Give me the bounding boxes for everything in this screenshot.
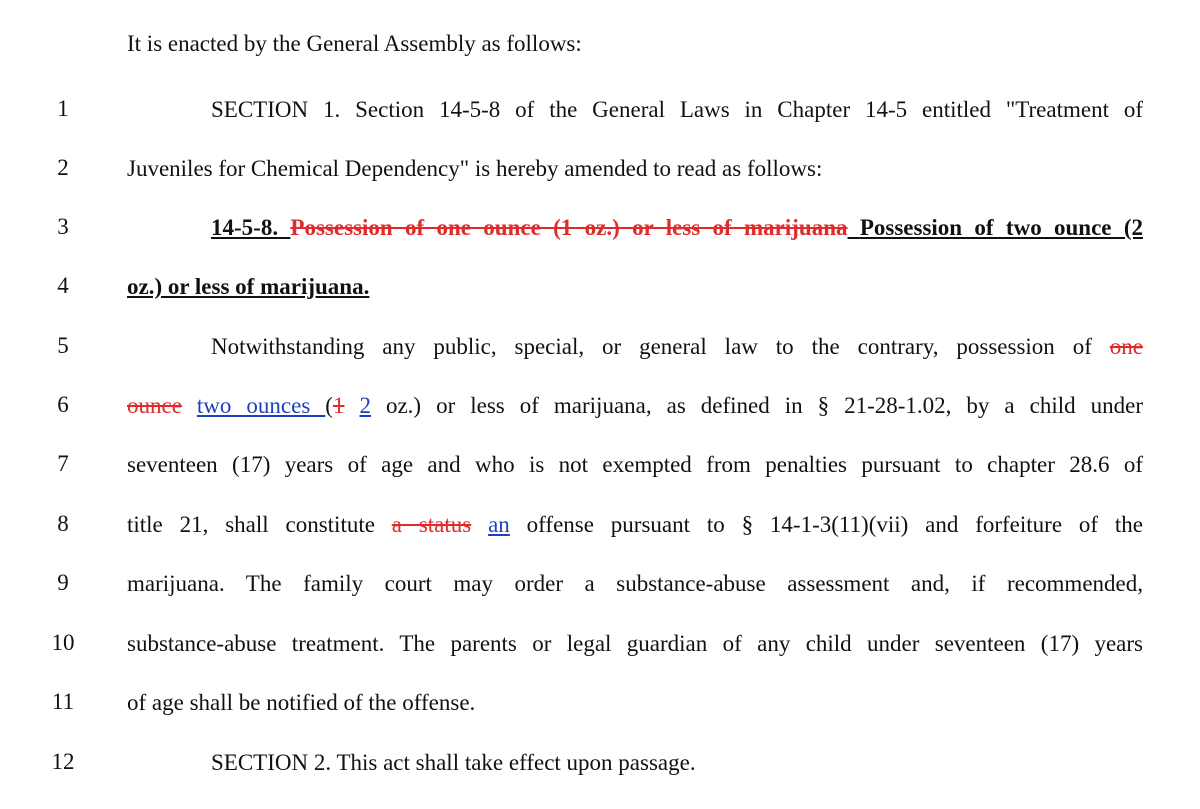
text-run bbox=[471, 512, 488, 537]
line-number: 3 bbox=[57, 214, 69, 239]
new-heading: Possession of two ounce (2 bbox=[859, 215, 1144, 240]
text-run: ( bbox=[325, 393, 333, 418]
line-text bbox=[127, 451, 1143, 479]
line-number: 2 bbox=[57, 155, 69, 180]
deleted-text: a status bbox=[391, 512, 472, 537]
line-text bbox=[127, 570, 1143, 598]
line-text bbox=[127, 689, 1143, 717]
inserted-text: two ounces bbox=[196, 393, 326, 418]
new-heading: oz.) or less of marijuana. bbox=[127, 274, 370, 299]
inserted-text: an bbox=[488, 512, 510, 537]
text-run: marijuana. The family court may order a substance-abuse assessment and, if recommended, bbox=[127, 571, 1143, 596]
text-run: SECTION 1. Section 14-5-8 of the General Laws in Chapter 14-5 entitled "Treatment of bbox=[211, 97, 1143, 122]
line-row-8 bbox=[0, 505, 1200, 545]
line-number: 4 bbox=[57, 273, 69, 298]
line-row-5 bbox=[0, 327, 1200, 367]
text-run: of age shall be notified of the offense. bbox=[127, 690, 476, 715]
deleted-text: one bbox=[1109, 334, 1143, 359]
text-run: title 21, shall constitute bbox=[127, 512, 392, 537]
deleted-heading: Possession of one ounce (1 oz.) or less of marijuana bbox=[290, 215, 848, 240]
line-row-6 bbox=[0, 386, 1200, 426]
line-row-10 bbox=[0, 624, 1200, 664]
line-text bbox=[211, 96, 1143, 124]
line-row-9 bbox=[0, 564, 1200, 604]
text-run: SECTION 2. This act shall take effect upon passage. bbox=[211, 750, 696, 775]
text-run: oz.) or less of marijuana, as defined in § 21-28-1.02, by a child under bbox=[370, 393, 1143, 418]
text-run bbox=[344, 393, 359, 418]
line-number: 9 bbox=[57, 570, 69, 595]
line-text bbox=[127, 155, 1143, 183]
line-number: 12 bbox=[51, 749, 75, 774]
deleted-text: 1 bbox=[332, 393, 345, 418]
line-text bbox=[127, 392, 1143, 420]
inserted-text: 2 bbox=[359, 393, 371, 418]
line-text bbox=[127, 630, 1143, 658]
line-row-1 bbox=[0, 90, 1200, 130]
line-number: 10 bbox=[51, 630, 75, 655]
text-run: Juveniles for Chemical Dependency" is hereby amended to read as follows: bbox=[127, 156, 823, 181]
line-number: 1 bbox=[57, 96, 69, 121]
line-row-7 bbox=[0, 445, 1200, 485]
line-number: 5 bbox=[57, 333, 69, 358]
line-text bbox=[211, 749, 1143, 777]
line-number: 8 bbox=[57, 511, 69, 536]
deleted-text: ounce bbox=[127, 393, 182, 418]
text-run bbox=[848, 215, 860, 240]
line-text bbox=[127, 273, 1143, 301]
text-run: seventeen (17) years of age and who is not exempted from penalties pursuant to chapter 28.6 of bbox=[127, 452, 1143, 477]
text-run bbox=[182, 393, 197, 418]
line-number: 6 bbox=[57, 392, 69, 417]
line-number: 7 bbox=[57, 451, 69, 476]
line-row-12 bbox=[0, 743, 1200, 783]
line-text bbox=[211, 214, 1143, 242]
text-run: substance-abuse treatment. The parents or legal guardian of any child under seventeen (17) years bbox=[127, 631, 1143, 656]
text-run: Notwithstanding any public, special, or general law to the contrary, possession of bbox=[211, 334, 1110, 359]
line-text bbox=[127, 511, 1143, 539]
line-row-2 bbox=[0, 149, 1200, 189]
line-row-4 bbox=[0, 267, 1200, 307]
line-row-3 bbox=[0, 208, 1200, 248]
line-number: 11 bbox=[51, 689, 75, 714]
text-run bbox=[278, 215, 290, 240]
section-number: 14-5-8. bbox=[211, 215, 279, 240]
text-run: offense pursuant to § 14-1-3(11)(vii) and forfeiture of the bbox=[509, 512, 1143, 537]
line-text bbox=[211, 333, 1143, 361]
enactment-clause: It is enacted by the General Assembly as follows: bbox=[127, 31, 582, 56]
line-row-11 bbox=[0, 683, 1200, 723]
